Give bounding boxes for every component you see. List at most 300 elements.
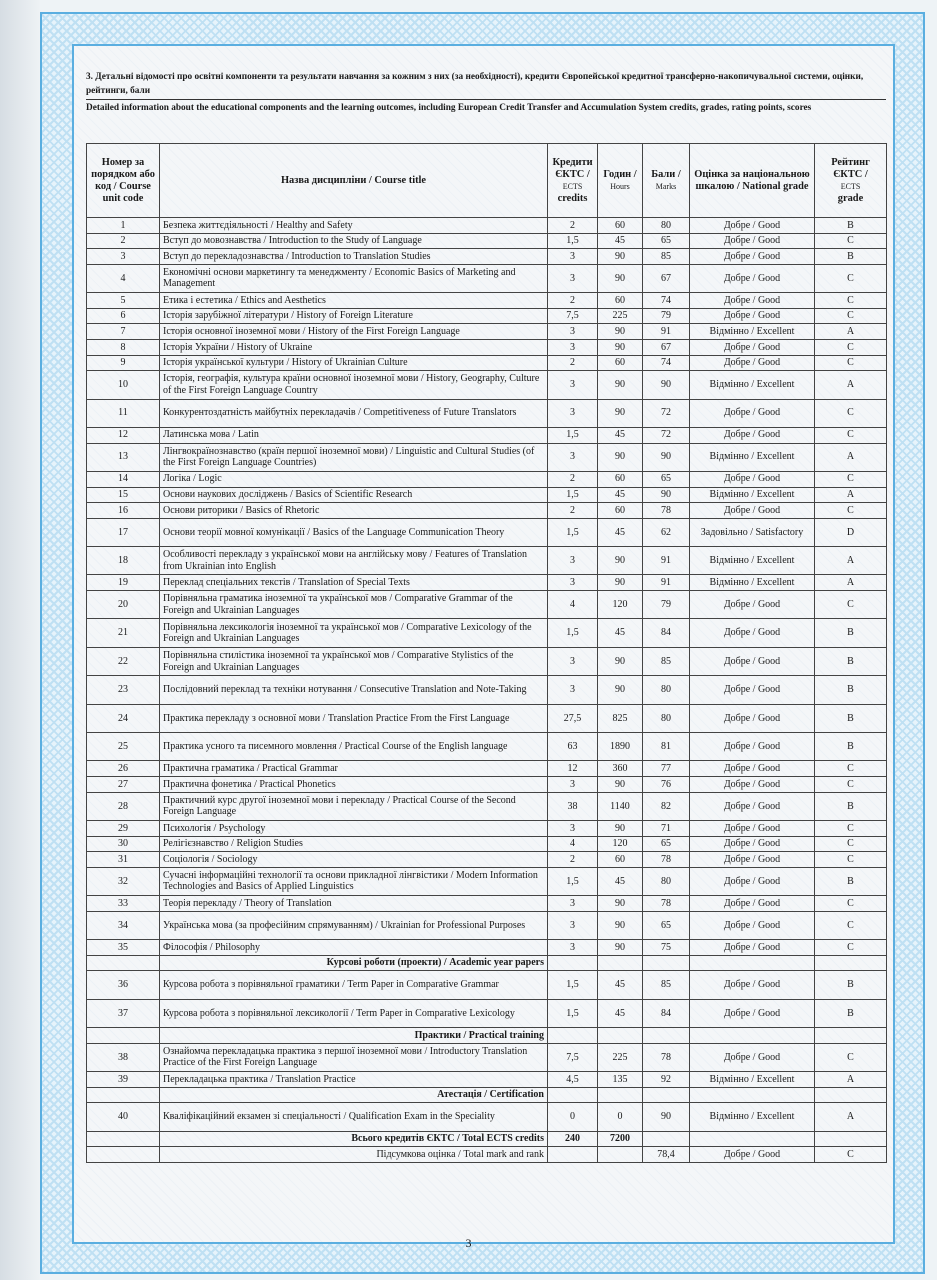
cell-code: 12 [87,427,160,443]
cell-national-grade: Добре / Good [690,836,815,852]
cell-hours: 90 [598,676,643,704]
cell-ects-grade: A [815,1103,887,1131]
cell-marks: 65 [643,233,690,249]
cell-credits: 1,5 [548,518,598,546]
section-empty-cell [548,955,598,971]
cell-course-title: Економічні основи маркетингу та менеджменту / Economic Basics of Marketing and Management [160,264,548,292]
cell-course-title: Історія зарубіжної літератури / History of Foreign Literature [160,308,548,324]
cell-course-title: Ознайомча перекладацька практика з першої іноземної мови / Introductory Translation Practice of the First Foreign Language [160,1043,548,1071]
cell-course-title: Історія, географія, культура країни основної іноземної мови / History, Geography, Culture of the First Foreign Language Country [160,371,548,399]
cell-ects-grade: C [815,308,887,324]
cell-code: 25 [87,733,160,761]
cell-hours: 45 [598,619,643,647]
cell-course-title: Практична граматика / Practical Grammar [160,761,548,777]
col-header-credits-main: Кредити ЄКТС / [552,156,593,180]
cell-national-grade: Добре / Good [690,308,815,324]
cell-national-grade: Відмінно / Excellent [690,547,815,575]
cell-hours: 120 [598,591,643,619]
cell-credits: 3 [548,339,598,355]
col-header-rank-sub: ECTS [840,181,861,191]
cell-course-title: Релігієзнавство / Religion Studies [160,836,548,852]
cell-code: 32 [87,867,160,895]
cell-code: 33 [87,896,160,912]
cell-national-grade: Добре / Good [690,896,815,912]
section-title: Курсові роботи (проекти) / Academic year papers [160,955,548,971]
cell-credits: 12 [548,761,598,777]
cell-credits: 3 [548,547,598,575]
cell-ects-grade: B [815,249,887,265]
cell-code: 34 [87,911,160,939]
cell-course-title: Історія України / History of Ukraine [160,339,548,355]
cell-marks: 84 [643,619,690,647]
cell-marks: 72 [643,427,690,443]
cell-credits: 63 [548,733,598,761]
cell-hours: 225 [598,1043,643,1071]
cell-national-grade: Добре / Good [690,619,815,647]
table-row [87,249,887,265]
section-spacer [87,1028,160,1044]
cell-ects-grade: A [815,324,887,340]
table-row [87,218,887,234]
table-row [87,427,887,443]
cell-ects-grade: A [815,371,887,399]
table-row [87,911,887,939]
cell-ects-grade: A [815,547,887,575]
cell-hours: 60 [598,503,643,519]
cell-credits: 27,5 [548,704,598,732]
cell-marks: 74 [643,355,690,371]
col-header-credits-sub: ECTS [562,181,583,191]
final-marks-value: 78,4 [643,1147,690,1163]
cell-course-title: Курсова робота з порівняльної лексикології / Term Paper in Comparative Lexicology [160,999,548,1027]
cell-ects-grade: C [815,761,887,777]
cell-hours: 90 [598,575,643,591]
cell-code: 28 [87,792,160,820]
table-row [87,471,887,487]
cell-national-grade: Добре / Good [690,293,815,309]
cell-code: 9 [87,355,160,371]
cell-code: 6 [87,308,160,324]
cell-national-grade: Добре / Good [690,427,815,443]
cell-course-title: Сучасні інформаційні технології та основи прикладної лінгвістики / Modern Information Technologies and Basics of Applied Linguistics [160,867,548,895]
cell-ects-grade: C [815,471,887,487]
table-row [87,339,887,355]
cell-credits: 3 [548,371,598,399]
cell-national-grade: Добре / Good [690,399,815,427]
cell-marks: 62 [643,518,690,546]
table-row [87,575,887,591]
cell-national-grade: Відмінно / Excellent [690,371,815,399]
cell-marks: 67 [643,339,690,355]
cell-hours: 90 [598,896,643,912]
cell-code: 30 [87,836,160,852]
total-empty-cell [690,1131,815,1147]
cell-course-title: Історія української культури / History of Ukrainian Culture [160,355,548,371]
cell-ects-grade: B [815,218,887,234]
cell-ects-grade: A [815,575,887,591]
cell-credits: 3 [548,911,598,939]
cell-national-grade: Добре / Good [690,761,815,777]
cell-ects-grade: C [815,503,887,519]
cell-course-title: Послідовний переклад та техніки нотування / Consecutive Translation and Note-Taking [160,676,548,704]
cell-code: 21 [87,619,160,647]
cell-code: 7 [87,324,160,340]
cell-ects-grade: C [815,591,887,619]
section-heading [86,70,886,115]
section-empty-cell [548,1028,598,1044]
cell-national-grade: Добре / Good [690,867,815,895]
cell-hours: 90 [598,547,643,575]
cell-code: 36 [87,971,160,999]
cell-ects-grade: B [815,971,887,999]
cell-code: 35 [87,940,160,956]
cell-national-grade: Добре / Good [690,264,815,292]
cell-credits: 1,5 [548,487,598,503]
table-row [87,355,887,371]
section-title: Атестація / Certification [160,1087,548,1103]
cell-marks: 84 [643,999,690,1027]
col-header-hours-sub: Hours [610,181,630,191]
cell-hours: 90 [598,249,643,265]
cell-hours: 60 [598,218,643,234]
section-empty-cell [690,1087,815,1103]
cell-code: 5 [87,293,160,309]
cell-credits: 4,5 [548,1072,598,1088]
cell-hours: 45 [598,518,643,546]
section-row-certification [87,1087,887,1103]
table-row [87,308,887,324]
cell-course-title: Латинська мова / Latin [160,427,548,443]
cell-course-title: Філософія / Philosophy [160,940,548,956]
cell-marks: 77 [643,761,690,777]
cell-course-title: Основи теорії мовної комунікації / Basics of the Language Communication Theory [160,518,548,546]
cell-hours: 90 [598,324,643,340]
cell-marks: 90 [643,443,690,471]
cell-code: 20 [87,591,160,619]
cell-course-title: Порівняльна стилістика іноземної та української мов / Comparative Stylistics of the Foreign and Ukrainian Languages [160,647,548,675]
table-row [87,820,887,836]
cell-course-title: Логіка / Logic [160,471,548,487]
table-row [87,324,887,340]
cell-marks: 85 [643,971,690,999]
cell-hours: 60 [598,852,643,868]
cell-marks: 90 [643,371,690,399]
cell-national-grade: Добре / Good [690,339,815,355]
cell-marks: 72 [643,399,690,427]
cell-marks: 78 [643,896,690,912]
cell-ects-grade: B [815,704,887,732]
cell-hours: 1890 [598,733,643,761]
cell-hours: 90 [598,911,643,939]
cell-credits: 3 [548,324,598,340]
cell-hours: 135 [598,1072,643,1088]
page-edge-shadow [0,0,40,1280]
col-header-national-grade: Оцінка за національною шкалою / National grade [690,144,815,218]
cell-national-grade: Добре / Good [690,852,815,868]
cell-code: 40 [87,1103,160,1131]
cell-marks: 90 [643,1103,690,1131]
cell-course-title: Основи риторики / Basics of Rhetoric [160,503,548,519]
cell-code: 14 [87,471,160,487]
cell-marks: 91 [643,324,690,340]
total-spacer [87,1131,160,1147]
cell-code: 13 [87,443,160,471]
cell-ects-grade: B [815,999,887,1027]
cell-national-grade: Добре / Good [690,249,815,265]
cell-credits: 3 [548,676,598,704]
table-row [87,896,887,912]
table-row [87,264,887,292]
cell-credits: 2 [548,852,598,868]
cell-credits: 1,5 [548,999,598,1027]
cell-hours: 90 [598,264,643,292]
cell-code: 4 [87,264,160,292]
cell-hours: 45 [598,867,643,895]
cell-hours: 45 [598,233,643,249]
cell-credits: 3 [548,264,598,292]
cell-credits: 3 [548,575,598,591]
cell-credits: 3 [548,940,598,956]
table-row [87,704,887,732]
section-empty-cell [548,1087,598,1103]
cell-credits: 1,5 [548,971,598,999]
cell-course-title: Вступ до мовознавства / Introduction to the Study of Language [160,233,548,249]
cell-ects-grade: C [815,836,887,852]
section-empty-cell [598,955,643,971]
cell-course-title: Порівняльна лексикологія іноземної та української мов / Comparative Lexicology of the Foreign and Ukrainian Languages [160,619,548,647]
table-row [87,836,887,852]
table-row [87,867,887,895]
cell-national-grade: Добре / Good [690,218,815,234]
cell-course-title: Психологія / Psychology [160,820,548,836]
cell-credits: 38 [548,792,598,820]
cell-hours: 90 [598,940,643,956]
cell-marks: 78 [643,1043,690,1071]
cell-national-grade: Добре / Good [690,777,815,793]
table-row [87,1072,887,1088]
cell-marks: 80 [643,867,690,895]
cell-hours: 90 [598,647,643,675]
cell-national-grade: Відмінно / Excellent [690,1103,815,1131]
cell-hours: 45 [598,427,643,443]
cell-national-grade: Добре / Good [690,591,815,619]
cell-ects-grade: C [815,896,887,912]
final-empty-cell [598,1147,643,1163]
cell-hours: 90 [598,371,643,399]
col-header-credits [548,144,598,218]
cell-course-title: Переклад спеціальних текстів / Translation of Special Texts [160,575,548,591]
cell-marks: 71 [643,820,690,836]
cell-credits: 3 [548,820,598,836]
cell-ects-grade: C [815,911,887,939]
cell-credits: 3 [548,777,598,793]
table-row [87,852,887,868]
cell-national-grade: Добре / Good [690,1043,815,1071]
table-row [87,647,887,675]
total-hours-value: 7200 [598,1131,643,1147]
table-row [87,733,887,761]
grades-table [86,143,887,1163]
final-grade-value: Добре / Good [690,1147,815,1163]
section-empty-cell [815,1028,887,1044]
cell-code: 16 [87,503,160,519]
cell-ects-grade: A [815,1072,887,1088]
table-row [87,676,887,704]
section-spacer [87,1087,160,1103]
col-header-hours [598,144,643,218]
table-row [87,940,887,956]
cell-code: 18 [87,547,160,575]
cell-credits: 2 [548,355,598,371]
cell-marks: 76 [643,777,690,793]
cell-code: 3 [87,249,160,265]
cell-hours: 0 [598,1103,643,1131]
col-header-marks-main: Бали / [651,168,681,180]
cell-credits: 7,5 [548,308,598,324]
final-mark-label: Підсумкова оцінка / Total mark and rank [160,1147,548,1163]
cell-national-grade: Добре / Good [690,471,815,487]
cell-credits: 4 [548,836,598,852]
cell-national-grade: Добре / Good [690,911,815,939]
heading-english: Detailed information about the educational components and the learning outcomes, including European Credit Transfer and Accumulation System credits, grades, rating points, scores [86,103,812,113]
cell-course-title: Практична фонетика / Practical Phonetics [160,777,548,793]
total-credits-row [87,1131,887,1147]
cell-marks: 74 [643,293,690,309]
cell-national-grade: Відмінно / Excellent [690,575,815,591]
section-empty-cell [690,955,815,971]
cell-hours: 90 [598,339,643,355]
cell-hours: 45 [598,971,643,999]
cell-course-title: Кваліфікаційний екзамен зі спеціальності / Qualification Exam in the Speciality [160,1103,548,1131]
cell-marks: 85 [643,647,690,675]
cell-marks: 92 [643,1072,690,1088]
table-row [87,971,887,999]
cell-hours: 120 [598,836,643,852]
cell-national-grade: Відмінно / Excellent [690,487,815,503]
cell-credits: 1,5 [548,427,598,443]
cell-ects-grade: B [815,676,887,704]
cell-national-grade: Відмінно / Excellent [690,324,815,340]
cell-code: 27 [87,777,160,793]
cell-hours: 45 [598,999,643,1027]
cell-ects-grade: C [815,820,887,836]
cell-marks: 80 [643,704,690,732]
cell-course-title: Українська мова (за професійним спрямуванням) / Ukrainian for Professional Purposes [160,911,548,939]
section-empty-cell [643,1028,690,1044]
cell-code: 1 [87,218,160,234]
cell-national-grade: Добре / Good [690,820,815,836]
cell-code: 29 [87,820,160,836]
final-mark-row [87,1147,887,1163]
table-row [87,619,887,647]
section-title: Практики / Practical training [160,1028,548,1044]
cell-marks: 78 [643,852,690,868]
cell-ects-grade: C [815,233,887,249]
cell-credits: 4 [548,591,598,619]
cell-code: 2 [87,233,160,249]
cell-hours: 60 [598,355,643,371]
cell-marks: 78 [643,503,690,519]
section-empty-cell [690,1028,815,1044]
col-header-title: Назва дисципліни / Course title [160,144,548,218]
cell-code: 37 [87,999,160,1027]
cell-code: 38 [87,1043,160,1071]
cell-marks: 79 [643,591,690,619]
total-empty-cell [643,1131,690,1147]
cell-course-title: Історія основної іноземної мови / History of the First Foreign Language [160,324,548,340]
cell-course-title: Теорія перекладу / Theory of Translation [160,896,548,912]
cell-credits: 3 [548,896,598,912]
cell-hours: 90 [598,777,643,793]
section-empty-cell [815,955,887,971]
cell-national-grade: Добре / Good [690,704,815,732]
cell-national-grade: Добре / Good [690,676,815,704]
cell-national-grade: Добре / Good [690,733,815,761]
table-header-row [87,144,887,218]
section-spacer [87,955,160,971]
table-row [87,761,887,777]
cell-ects-grade: D [815,518,887,546]
cell-credits: 0 [548,1103,598,1131]
cell-marks: 79 [643,308,690,324]
table-row [87,777,887,793]
cell-hours: 60 [598,293,643,309]
cell-credits: 3 [548,443,598,471]
cell-code: 8 [87,339,160,355]
cell-ects-grade: C [815,1043,887,1071]
section-row-papers [87,955,887,971]
cell-marks: 67 [643,264,690,292]
cell-national-grade: Відмінно / Excellent [690,443,815,471]
cell-code: 23 [87,676,160,704]
cell-credits: 2 [548,218,598,234]
cell-course-title: Особливості перекладу з української мови на англійську мову / Features of Translation from Ukrainian into English [160,547,548,575]
cell-hours: 825 [598,704,643,732]
table-row [87,487,887,503]
cell-code: 31 [87,852,160,868]
cell-hours: 90 [598,443,643,471]
table-body [87,218,887,1163]
section-empty-cell [598,1087,643,1103]
cell-marks: 81 [643,733,690,761]
cell-national-grade: Добре / Good [690,940,815,956]
cell-course-title: Практичний курс другої іноземної мови і перекладу / Practical Course of the Second Foreign Language [160,792,548,820]
cell-ects-grade: C [815,427,887,443]
cell-code: 39 [87,1072,160,1088]
cell-marks: 65 [643,911,690,939]
cell-hours: 90 [598,399,643,427]
col-header-marks-sub: Marks [655,181,677,191]
cell-national-grade: Добре / Good [690,971,815,999]
cell-credits: 7,5 [548,1043,598,1071]
cell-ects-grade: C [815,777,887,793]
cell-ects-grade: C [815,264,887,292]
cell-ects-grade: B [815,647,887,675]
cell-hours: 90 [598,820,643,836]
cell-ects-grade: A [815,443,887,471]
cell-credits: 1,5 [548,867,598,895]
cell-marks: 85 [643,249,690,265]
table-row [87,1103,887,1131]
final-rank-value: C [815,1147,887,1163]
cell-ects-grade: A [815,487,887,503]
cell-code: 24 [87,704,160,732]
cell-national-grade: Задовільно / Satisfactory [690,518,815,546]
cell-course-title: Лінгвокраїнознавство (країн першої іноземної мови) / Linguistic and Cultural Studies (of the First Foreign Language Countries) [160,443,548,471]
cell-course-title: Перекладацька практика / Translation Practice [160,1072,548,1088]
section-empty-cell [643,955,690,971]
table-row [87,399,887,427]
